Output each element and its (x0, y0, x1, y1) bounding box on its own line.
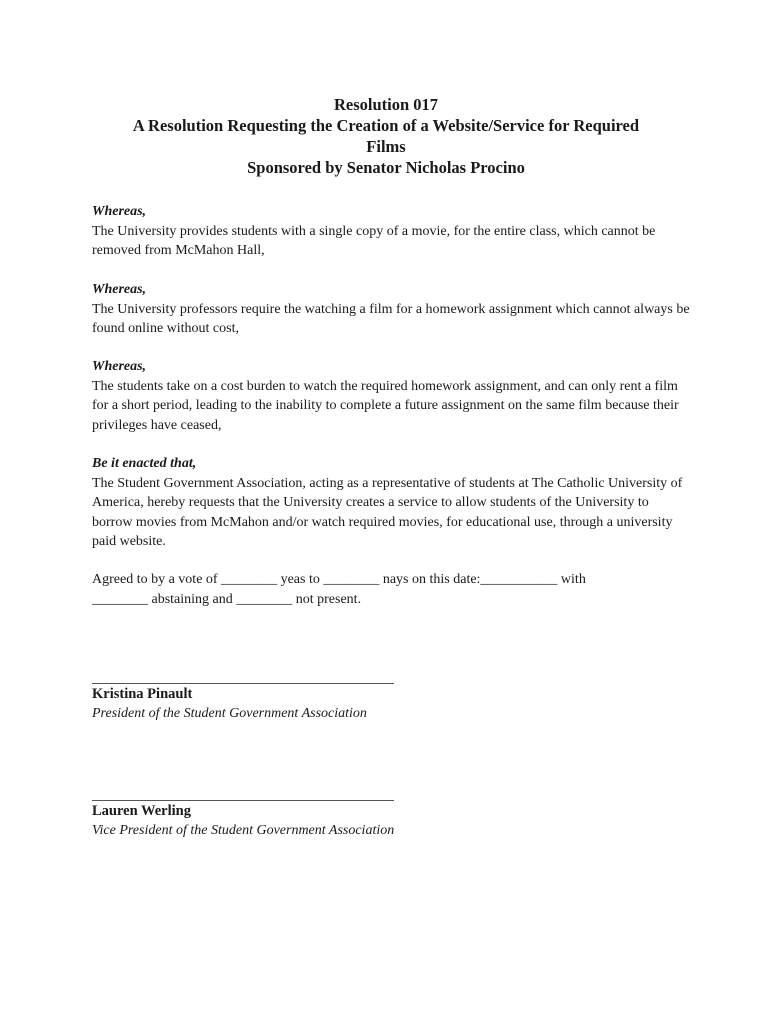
clause-heading: Whereas, (92, 204, 147, 219)
resolution-sponsor: Sponsored by Senator Nicholas Procino (247, 158, 525, 177)
clause-text: The University professors require the watching a film for a homework assignment which cannot always be found online without cost, (92, 301, 690, 336)
signature-line-vice-president (92, 800, 394, 801)
clause-heading: Whereas, (92, 359, 147, 374)
vote-line-2: ________ abstaining and ________ not present. (92, 591, 362, 607)
clause-text: The Student Government Association, acting as a representative of students at The Catholic University of America, hereby requests that the University creates a service to allow students of the University to borrow movies from McMahon and/or watch required movies, for educational use, through a university paid website. (92, 475, 683, 549)
resolution-header (92, 94, 680, 178)
resolution-title: A Resolution Requesting the Creation of a Website/Service for Required (132, 116, 640, 135)
whereas-clause-2 (92, 280, 692, 339)
vote-record (92, 570, 692, 609)
president-name: Kristina Pinault (92, 686, 193, 702)
vice-president-title: Vice President of the Student Government Association (92, 823, 395, 838)
whereas-clause-3 (92, 357, 692, 435)
president-title: President of the Student Government Association (92, 706, 367, 721)
vice-president-name: Lauren Werling (92, 803, 191, 819)
clause-text: The students take on a cost burden to watch the required homework assignment, and can only rent a film for a short period, leading to the inability to complete a future assignment on the same film because their privileges have ceased, (92, 378, 679, 433)
clause-text: The University provides students with a single copy of a movie, for the entire class, which cannot be removed from McMahon Hall, (92, 223, 656, 258)
whereas-clause-1 (92, 202, 692, 261)
signature-line-president (92, 683, 394, 684)
resolution-title-continued: Films (366, 137, 406, 156)
clause-heading: Whereas, (92, 282, 147, 297)
vote-line-1: Agreed to by a vote of ________ yeas to ________ nays on this date:___________ with (92, 572, 586, 587)
clause-heading: Be it enacted that, (92, 456, 197, 471)
enacted-clause (92, 454, 692, 552)
resolution-number: Resolution 017 (333, 95, 439, 114)
